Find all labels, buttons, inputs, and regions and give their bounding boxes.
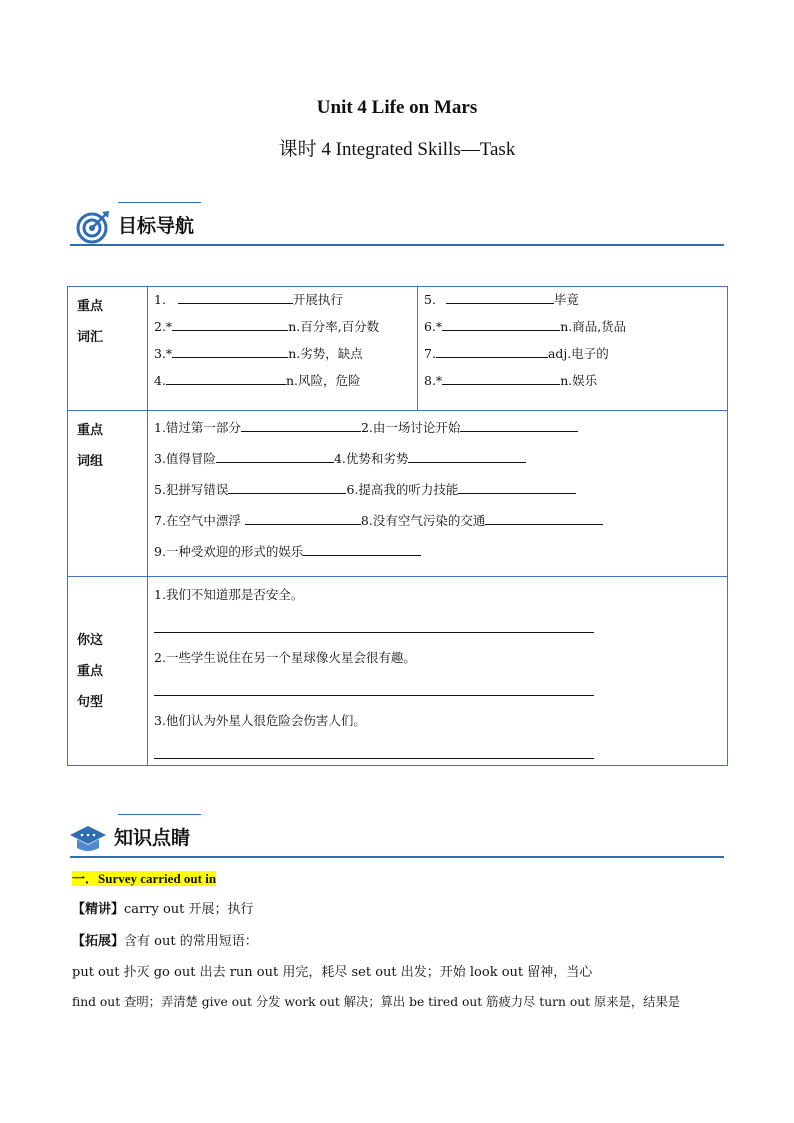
vocab-row bbox=[68, 287, 728, 411]
answer-line bbox=[154, 740, 594, 759]
vocab-left bbox=[148, 287, 418, 411]
tuozhan-line: 【拓展】含有 out 的常用短语： bbox=[72, 934, 258, 949]
section-title-knowledge: 知识点睛 bbox=[114, 827, 191, 849]
phrase-line: 3.值得冒险 4.优势和劣势 bbox=[154, 448, 721, 479]
phrases-row bbox=[68, 411, 728, 577]
knowledge-heading: 一．Survey carried out in bbox=[72, 871, 217, 886]
jingjiang-line: 【精讲】carry out 开展；执行 bbox=[72, 902, 254, 917]
sentence-item: 2.一些学生说住在另一个星球像火星会很有趣。 bbox=[154, 650, 416, 665]
vocab-item: 5. 毕竟 bbox=[424, 289, 721, 316]
vocab-item: 3.* n.劣势，缺点 bbox=[154, 343, 411, 370]
phrase-list-line: find out 查明；弄清楚 give out 分发 work out 解决；算出 be tired out 筋疲力尽 turn out 原来是，结果是 bbox=[72, 995, 681, 1009]
phrase-line: 7.在空气中漂浮 8.没有空气污染的交通 bbox=[154, 510, 721, 541]
phrase-list-line: put out 扑灭 go out 出去 run out 用完，耗尽 set out 出发；开始 look out 留神，当心 bbox=[72, 965, 593, 980]
phrase-line: 9.一种受欢迎的形式的娱乐 bbox=[154, 541, 721, 572]
vocab-item: 8.* n.娱乐 bbox=[424, 370, 721, 397]
vocab-item: 1. 开展执行 bbox=[154, 289, 411, 316]
vocab-item: 6.* n.商品,货品 bbox=[424, 316, 721, 343]
phrases-cell bbox=[148, 411, 728, 577]
sentence-item: 3.他们认为外星人很危险会伤害人们。 bbox=[154, 713, 366, 728]
phrase-line: 1.错过第一部分 2.由一场讨论开始 bbox=[154, 417, 721, 448]
vocab-label: 重点 词汇 bbox=[68, 287, 148, 411]
sentence-item: 1.我们不知道那是否安全。 bbox=[154, 587, 304, 602]
vocab-item: 7. adj.电子的 bbox=[424, 343, 721, 370]
section-header-goals bbox=[70, 202, 724, 246]
vocab-item: 2.* n.百分率,百分数 bbox=[154, 316, 411, 343]
phrase-line: 5.犯拼写错误 6.提高我的听力技能 bbox=[154, 479, 721, 510]
sentences-cell bbox=[148, 577, 728, 766]
phrases-label: 重点 词组 bbox=[68, 411, 148, 577]
doc-title: Unit 4 Life on Mars bbox=[316, 97, 478, 118]
section-title-goals: 目标导航 bbox=[118, 215, 195, 237]
doc-subtitle: 课时 4 Integrated Skills—Task bbox=[278, 139, 516, 160]
vocab-item: 4. n.风险，危险 bbox=[154, 370, 411, 397]
answer-line bbox=[154, 614, 594, 633]
sentences-row bbox=[68, 577, 728, 766]
target-icon bbox=[76, 210, 110, 244]
section-header-knowledge bbox=[70, 814, 724, 858]
sentences-label: 你这 重点 句型 bbox=[68, 577, 148, 766]
goals-table bbox=[67, 286, 728, 766]
answer-line bbox=[154, 677, 594, 696]
graduation-cap-icon bbox=[68, 822, 108, 856]
vocab-right bbox=[418, 287, 728, 411]
